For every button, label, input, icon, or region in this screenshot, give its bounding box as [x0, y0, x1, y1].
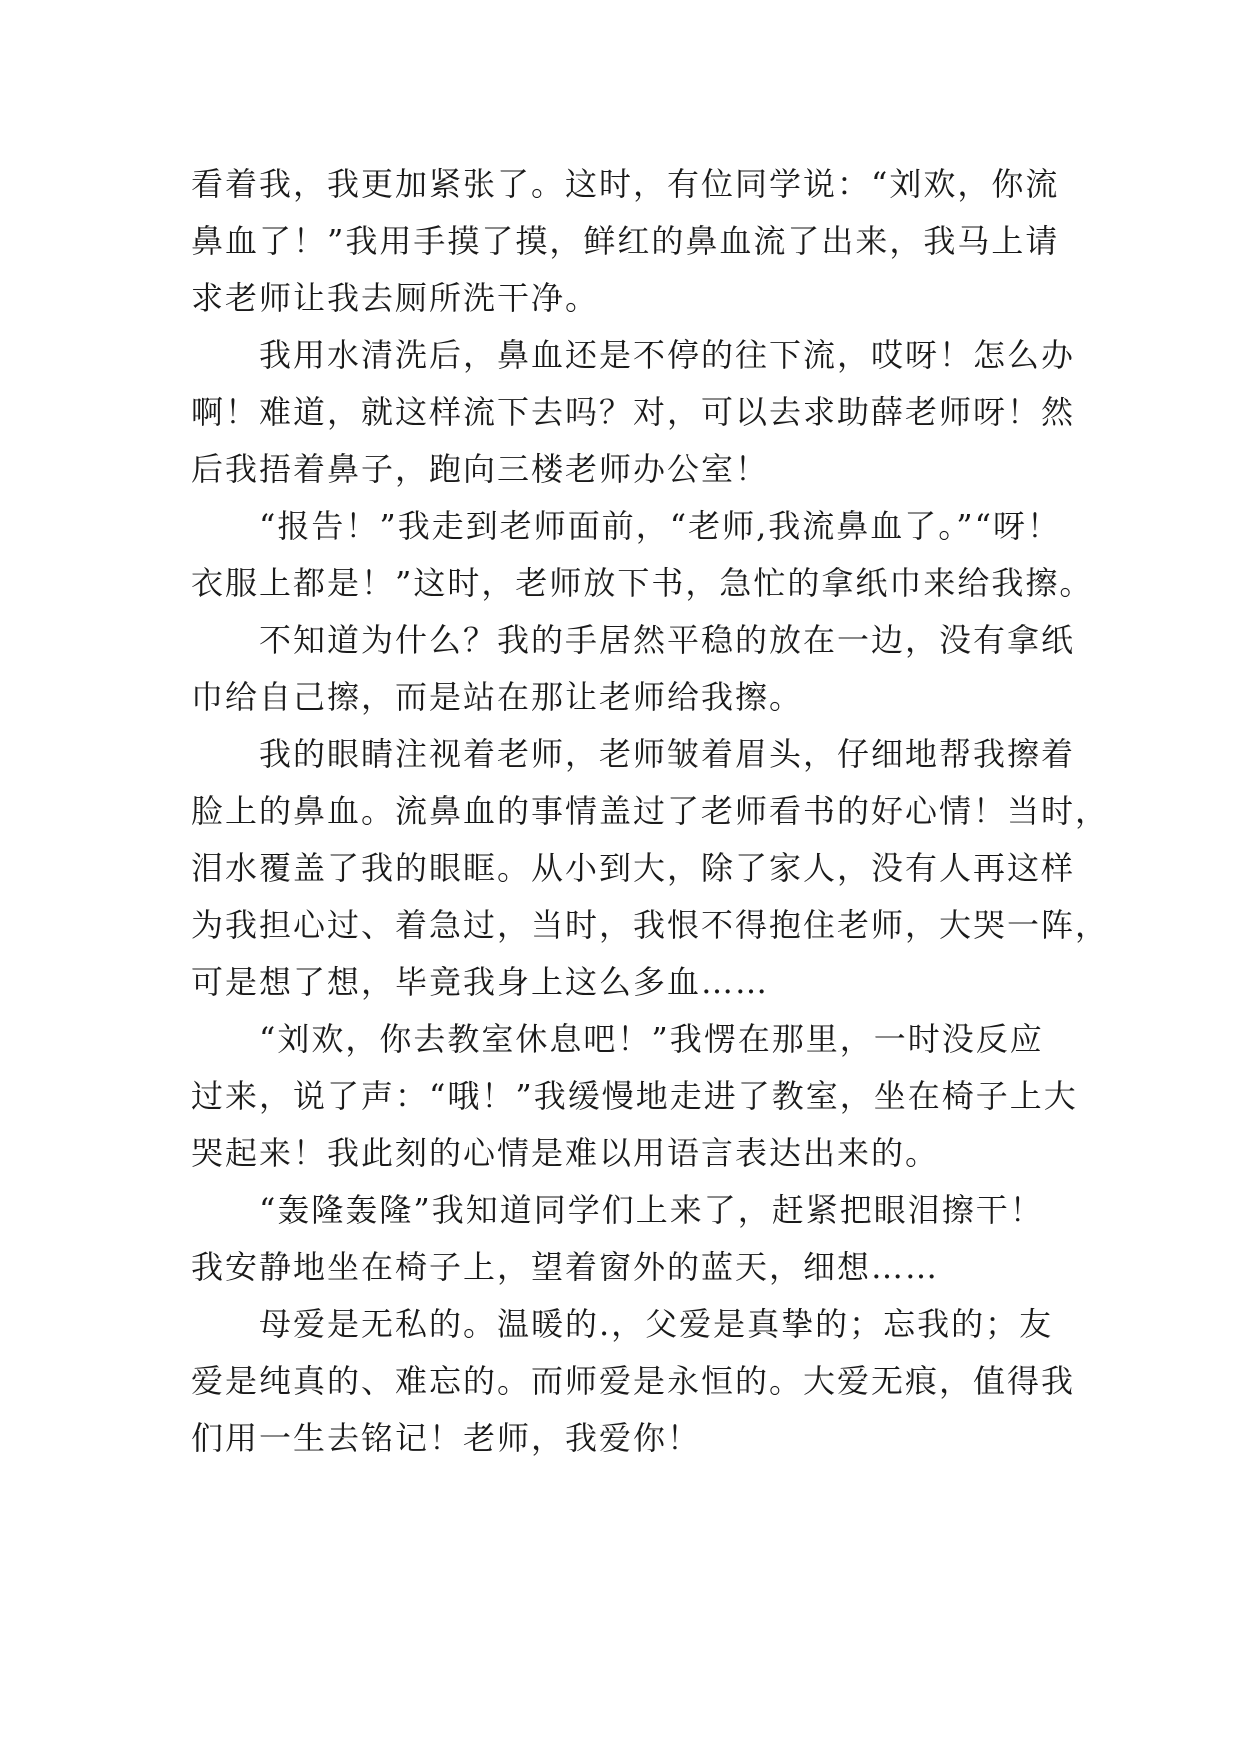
text-line: 泪水覆盖了我的眼眶。从小到大，除了家人，没有人再这样: [191, 849, 1076, 887]
text-line: “报告！”我走到老师面前，“老师,我流鼻血了。”“呀！: [191, 507, 1061, 545]
text-line: 们用一生去铭记！老师，我爱你！: [191, 1419, 702, 1457]
paragraph: [191, 1182, 1071, 1296]
text-line: 巾给自己擦，而是站在那让老师给我擦。: [191, 678, 804, 716]
text-line: 脸上的鼻血。流鼻血的事情盖过了老师看书的好心情！当时，: [191, 792, 1110, 830]
text-line: 不知道为什么？我的手居然平稳的放在一边，没有拿纸: [191, 621, 1076, 659]
essay-body: [191, 156, 1110, 1467]
text-line: 我安静地坐在椅子上，望着窗外的蓝天，细想……: [191, 1248, 940, 1286]
text-line: 为我担心过、着急过，当时，我恨不得抱住老师，大哭一阵，: [191, 906, 1110, 944]
text-line: 我用水清洗后，鼻血还是不停的往下流，哎呀！怎么办: [191, 336, 1076, 374]
text-line: “刘欢，你去教室休息吧！”我愣在那里，一时没反应: [191, 1020, 1044, 1058]
text-line: “轰隆轰隆”我知道同学们上来了，赶紧把眼泪擦干！: [191, 1191, 1044, 1229]
text-line: 过来，说了声：“哦！”我缓慢地走进了教室，坐在椅子上大: [191, 1077, 1078, 1115]
text-line: 求老师让我去厕所洗干净。: [191, 279, 600, 317]
paragraph: [191, 1011, 1078, 1182]
paragraph: [191, 612, 1076, 726]
text-line: 爱是纯真的、难忘的。而师爱是永恒的。大爱无痕，值得我: [191, 1362, 1076, 1400]
text-line: 可是想了想，毕竟我身上这么多血……: [191, 963, 770, 1001]
text-line: 鼻血了！”我用手摸了摸，鲜红的鼻血流了出来，我马上请: [191, 222, 1060, 260]
text-line: 衣服上都是！”这时，老师放下书，急忙的拿纸巾来给我擦。: [191, 564, 1094, 602]
paragraph: [191, 726, 1110, 1011]
text-line: 后我捂着鼻子，跑向三楼老师办公室！: [191, 450, 770, 488]
text-line: 哭起来！我此刻的心情是难以用语言表达出来的。: [191, 1134, 940, 1172]
paragraph: [191, 327, 1076, 498]
paragraph: [191, 1296, 1076, 1467]
text-line: 我的眼睛注视着老师，老师皱着眉头，仔细地帮我擦着: [191, 735, 1076, 773]
text-line: 母爱是无私的。温暖的.，父爱是真挚的；忘我的；友: [191, 1305, 1054, 1343]
paragraph: [191, 498, 1094, 612]
paragraph: [191, 156, 1071, 327]
text-line: 看着我，我更加紧张了。这时，有位同学说：“刘欢，你流: [191, 165, 1060, 203]
text-line: 啊！难道，就这样流下去吗？对，可以去求助薛老师呀！然: [191, 393, 1076, 431]
